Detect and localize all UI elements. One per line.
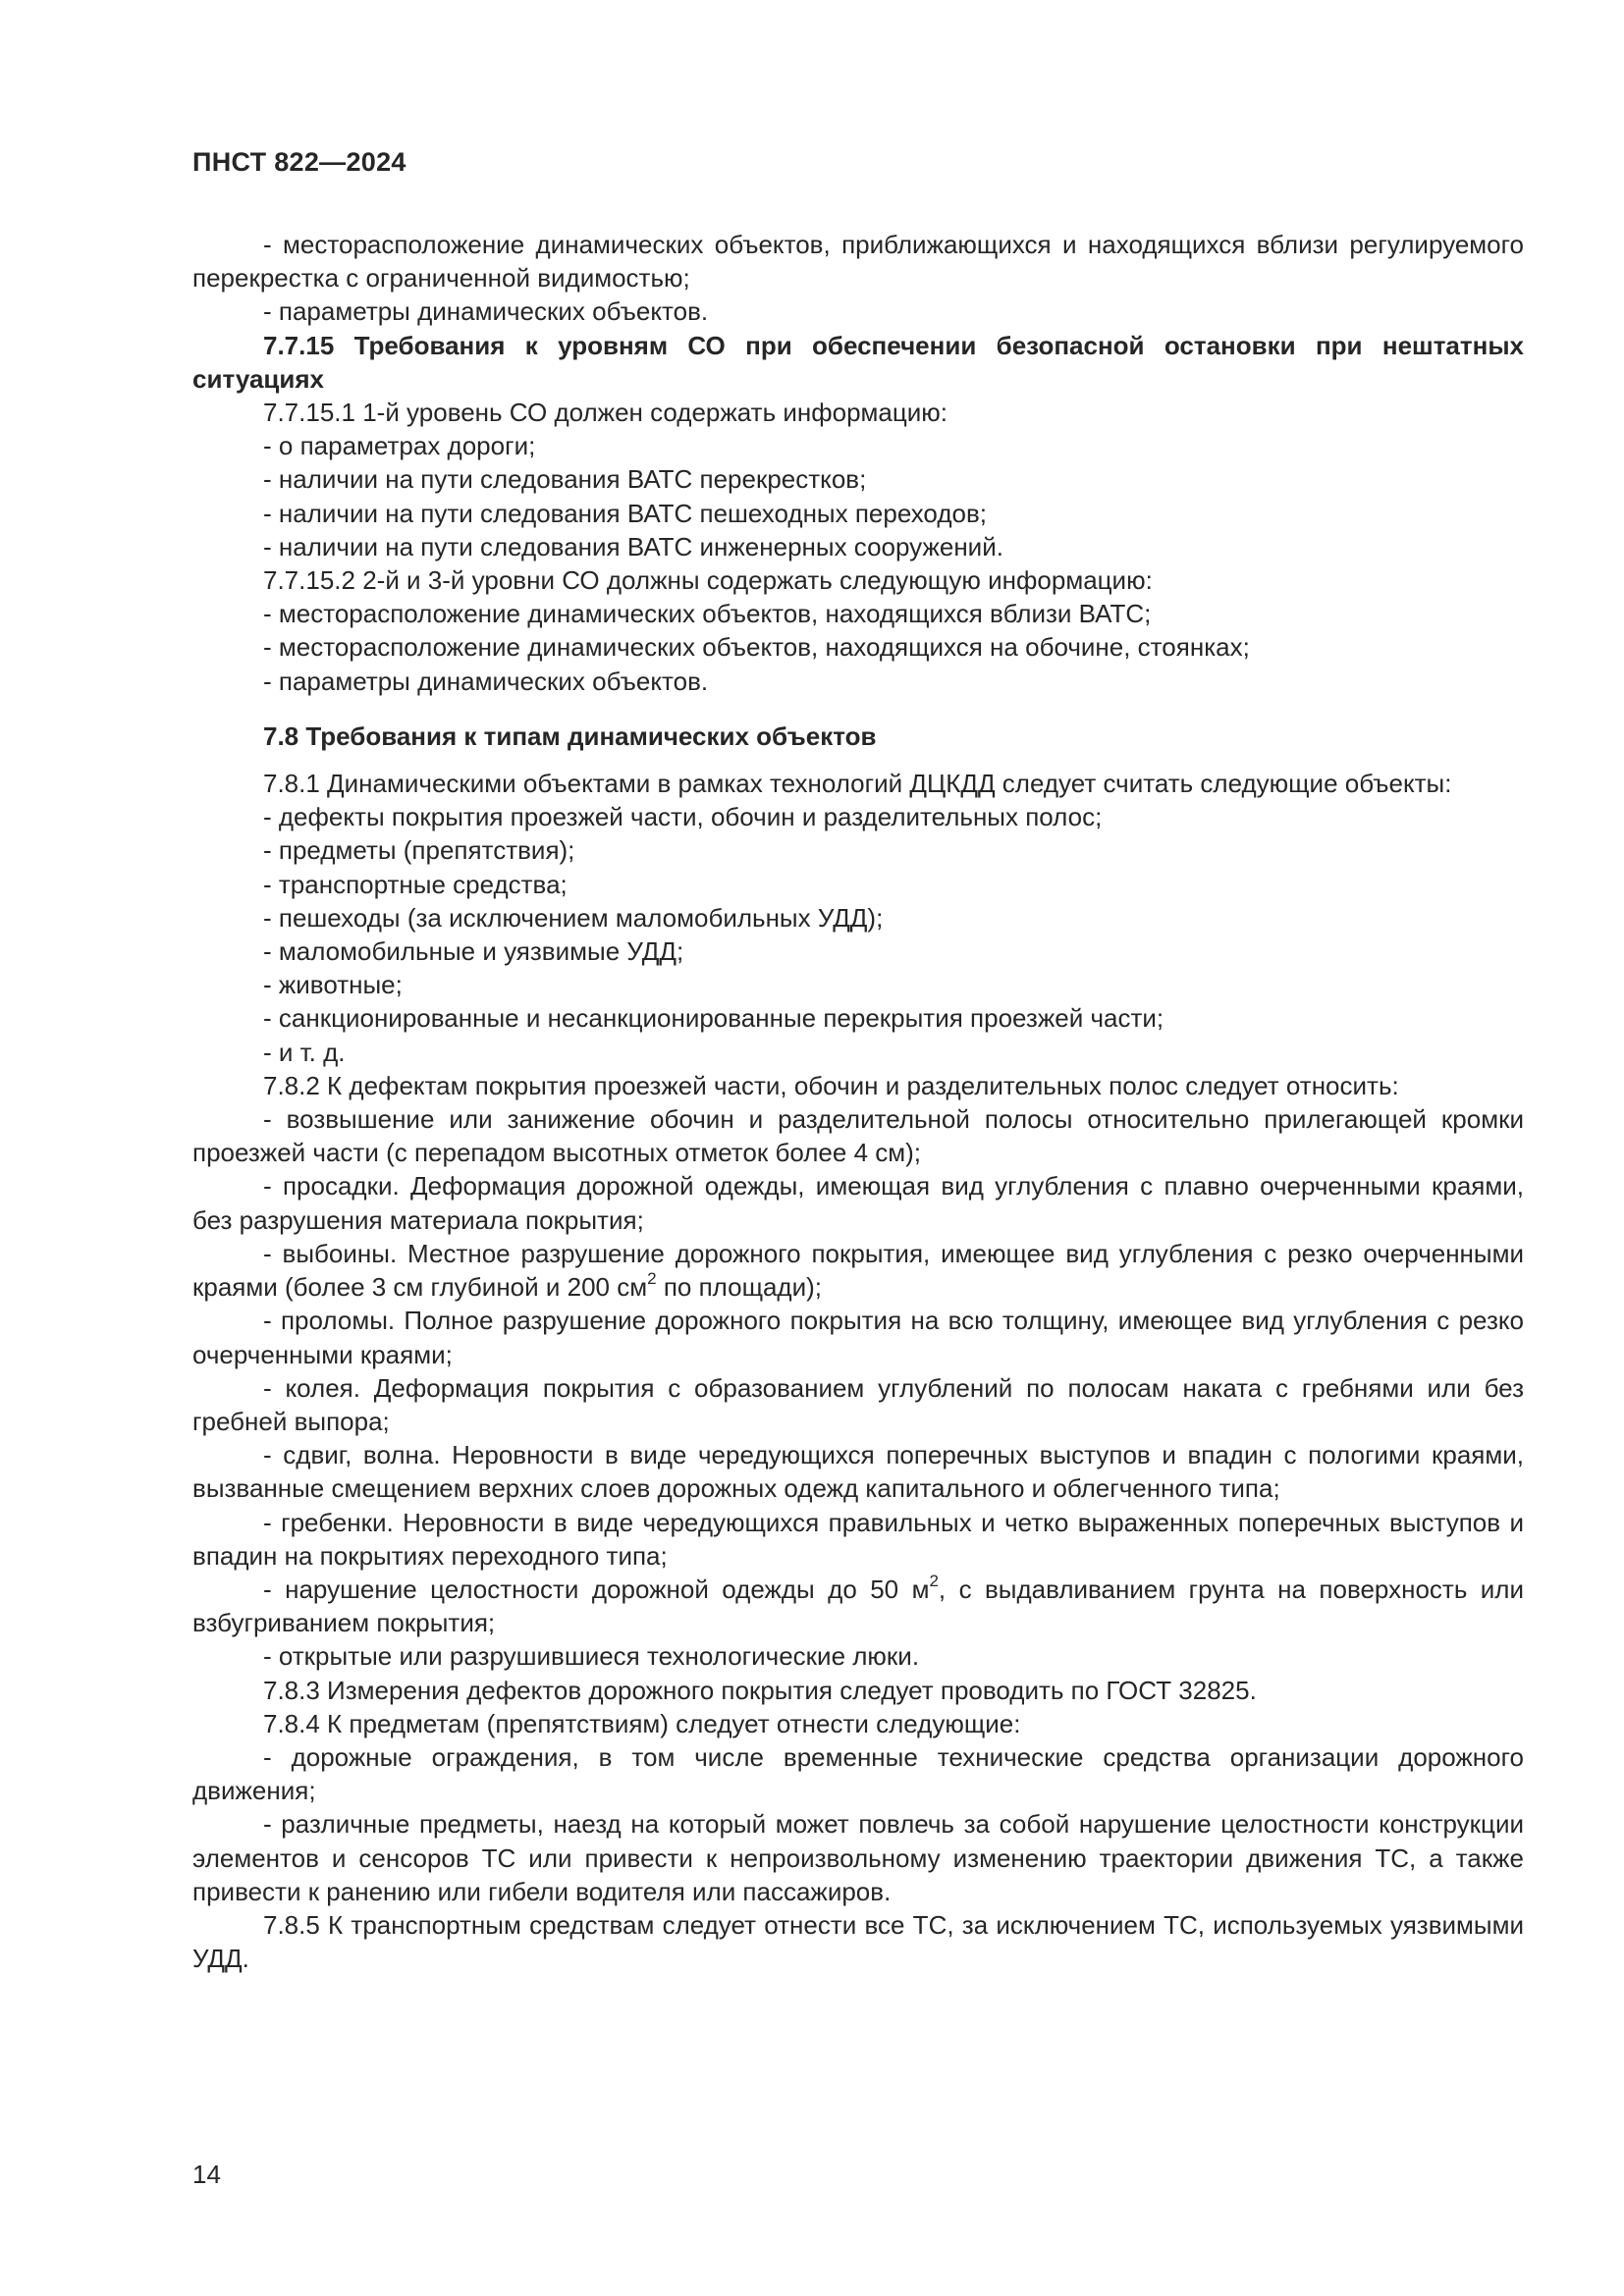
page-number: 14 (192, 2160, 221, 2189)
list-item: - наличии на пути следования ВАТС пешеходных переходов; (263, 498, 987, 528)
superscript: 2 (647, 1269, 657, 1289)
list-item: - дефекты покрытия проезжей части, обочин и разделительных полос; (263, 802, 1103, 832)
clause-7-8-3: 7.8.3 Измерения дефектов дорожного покрытия следует проводить по ГОСТ 32825. (263, 1675, 1257, 1705)
document-code: ПНСТ 822—2024 (192, 147, 406, 177)
list-item (192, 1237, 1524, 1304)
list-item-text: по площади); (656, 1272, 823, 1303)
list-item: - и т. д. (263, 1037, 346, 1067)
list-item: - сдвиг, волна. Неровности в виде чередующихся поперечных выступов и впадин с пологими краями, вызванные смещением верхних слоев дорожных одежд капитального и облегченного типа; (192, 1440, 1524, 1504)
list-item: - параметры динамических объектов. (263, 666, 709, 696)
list-item: - дорожные ограждения, в том числе временные технические средства организации дорожного движения; (192, 1741, 1524, 1806)
list-item: - параметры динамических объектов. (263, 296, 709, 327)
clause-7-8-2: 7.8.2 К дефектам покрытия проезжей части, обочин и разделительных полос следует относить: (263, 1070, 1399, 1100)
list-item: - месторасположение динамических объектов, приближающихся и находящихся вблизи регулируемого перекрестка с ограниченной видимостью; (192, 230, 1524, 294)
list-item: - открытые или разрушившиеся технологические люки. (263, 1641, 920, 1672)
clause-7-8-5: 7.8.5 К транспортным средствам следует отнести все ТС, за исключением ТС, используемых уязвимыми УДД. (192, 1909, 1524, 1974)
list-item (192, 1573, 1524, 1639)
list-item: - маломобильные и уязвимые УДД; (263, 936, 684, 967)
list-item: - различные предметы, наезд на который может повлечь за собой нарушение целостности конструкции элементов и сенсоров ТС или привести к непроизвольному изменению траектории движения ТС, а также привести к ранению или гибели водителя или пассажиров. (192, 1809, 1524, 1906)
clause-7-8-1: 7.8.1 Динамическими объектами в рамках технологий ДЦКДД следует считать следующие объекты: (263, 769, 1452, 799)
document-body (192, 228, 1524, 1975)
clause-7-7-15-1: 7.7.15.1 1-й уровень СО должен содержать информацию: (263, 398, 948, 428)
clause-7-7-15-2: 7.7.15.2 2-й и 3-й уровни СО должны содержать следующую информацию: (263, 565, 1153, 596)
superscript: 2 (929, 1572, 939, 1591)
list-item: - проломы. Полное разрушение дорожного покрытия на всю толщину, имеющее вид углубления с резко очерченными краями; (192, 1306, 1524, 1369)
list-item-text: - нарушение целостности дорожной одежды до 50 м (263, 1574, 930, 1604)
list-item: - возвышение или занижение обочин и разделительной полосы относительно прилегающей кромки проезжей части (с перепадом высотных отметок более 4 см); (192, 1104, 1524, 1168)
list-item: - месторасположение динамических объектов, находящихся на обочине, стоянках; (263, 632, 1250, 663)
list-item: - животные; (263, 970, 403, 1000)
list-item-text: , с выдавливанием грунта на поверхность или взбугриванием покрытия; (192, 1574, 1525, 1638)
list-item: - о параметрах дороги; (263, 431, 536, 461)
list-item: - наличии на пути следования ВАТС перекрестков; (263, 464, 867, 495)
list-item: - просадки. Деформация дорожной одежды, имеющая вид углубления с плавно очерченными краями, без разрушения материала покрытия; (192, 1171, 1524, 1235)
section-heading-7-7-15: 7.7.15 Требования к уровням СО при обеспечении безопасной остановки при нештатных ситуациях (192, 330, 1524, 394)
list-item: - транспортные средства; (263, 869, 568, 899)
clause-7-8-4: 7.8.4 К предметам (препятствиям) следует отнести следующие: (263, 1708, 1021, 1738)
list-item: - месторасположение динамических объектов, находящихся вблизи ВАТС; (263, 599, 1152, 629)
list-item-text: - выбоины. Местное разрушение дорожного покрытия, имеющее вид углубления с резко очерченными краями (более 3 см глубиной и 200 см (192, 1238, 1524, 1303)
list-item: - колея. Деформация покрытия с образованием углублений по полосам наката с гребнями или без гребней выпора; (192, 1372, 1524, 1436)
list-item: - пешеходы (за исключением маломобильных УДД); (263, 902, 884, 933)
list-item: - предметы (препятствия); (263, 835, 575, 866)
list-item: - гребенки. Неровности в виде чередующихся правильных и четко выраженных поперечных выступов и впадин на покрытиях переходного типа; (192, 1507, 1524, 1571)
list-item: - наличии на пути следования ВАТС инженерных сооружений. (263, 531, 1003, 561)
list-item: - санкционированные и несанкционированные перекрытия проезжей части; (263, 1003, 1164, 1034)
section-heading-7-8: 7.8 Требования к типам динамических объектов (263, 721, 877, 751)
